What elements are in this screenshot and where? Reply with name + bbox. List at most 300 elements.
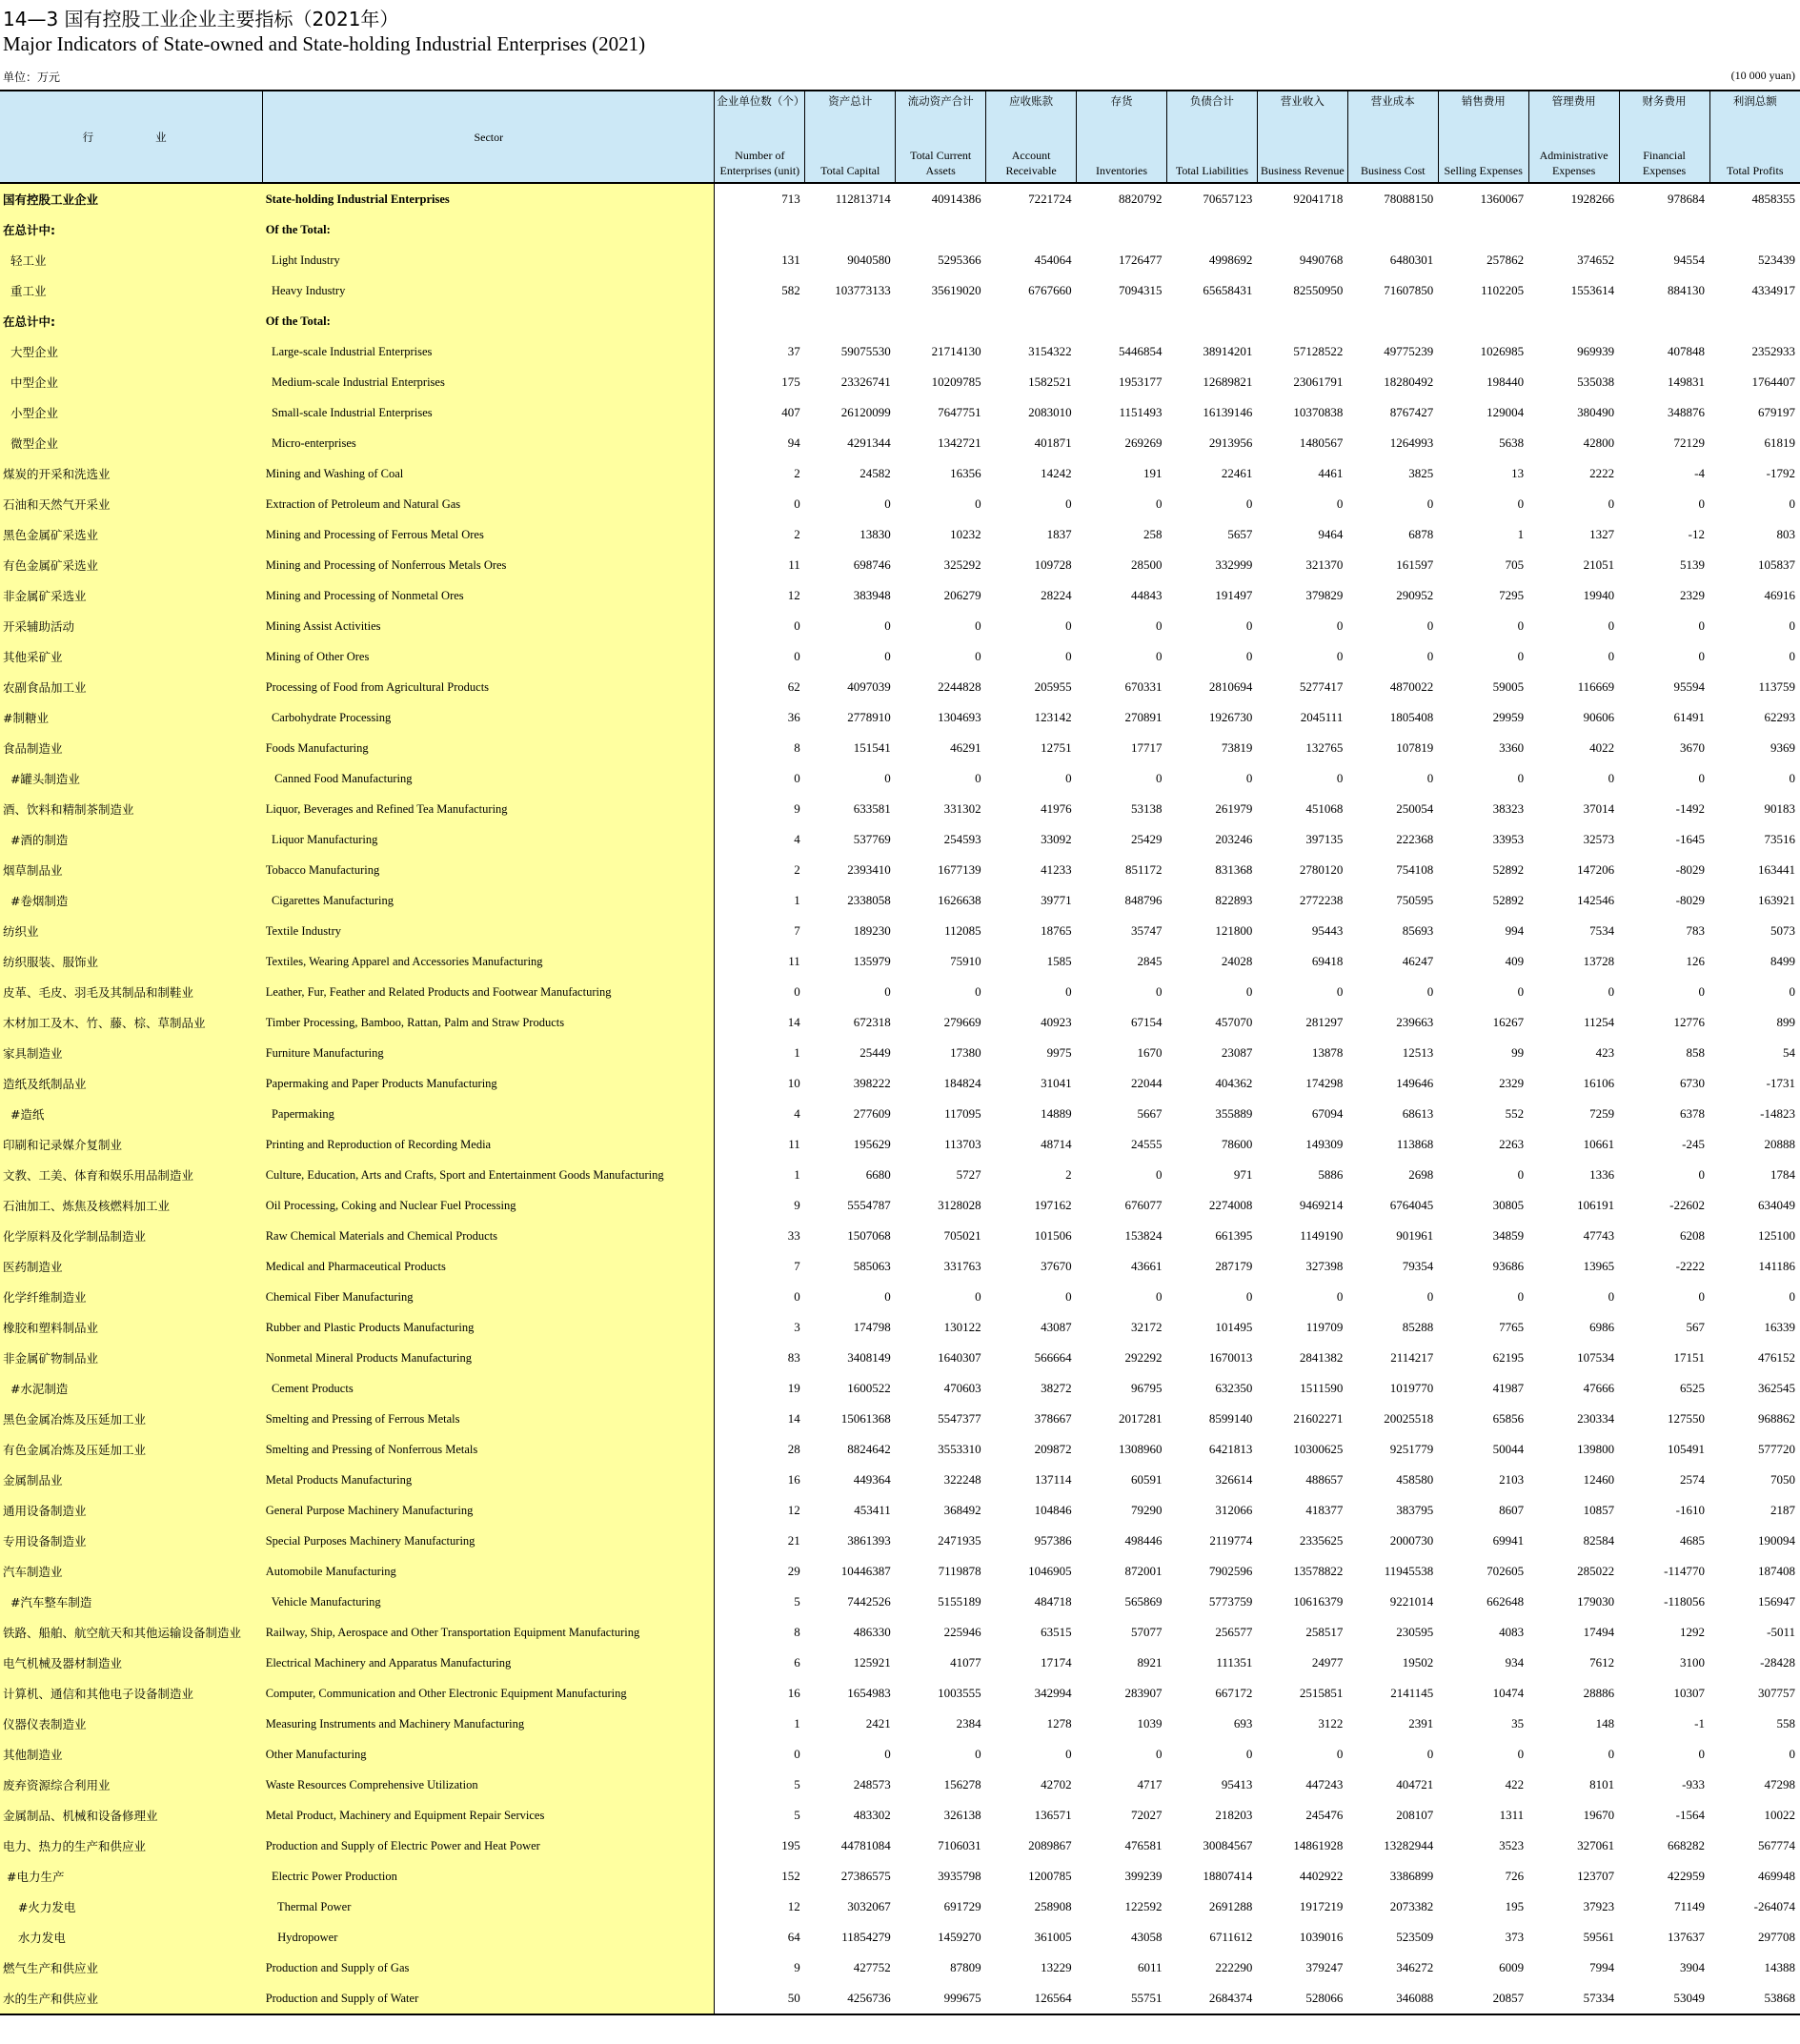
cell-value: 126 [1686, 954, 1706, 968]
cell-value: 17174 [1041, 1655, 1072, 1670]
cell-value: 567774 [1758, 1838, 1795, 1852]
cell-value: 3386899 [1389, 1869, 1434, 1883]
cell-value: 7442526 [847, 1594, 891, 1609]
cell-value: 0 [1155, 1747, 1163, 1761]
cell-value: 326614 [1215, 1472, 1253, 1487]
cell-value: 73516 [1764, 832, 1795, 846]
cell-value: 279669 [943, 1015, 981, 1029]
row-industry-cn: 酒、饮料和精制茶制造业 [0, 794, 263, 824]
row-sector-en: Foods Manufacturing [263, 733, 715, 763]
cell-value: 0 [1336, 771, 1344, 785]
cell-value: 14242 [1041, 466, 1072, 480]
cell-value: 1046905 [1028, 1564, 1072, 1578]
cell-value: 1626638 [938, 893, 981, 907]
cell-value: 1670013 [1208, 1350, 1253, 1365]
cell-value: 0 [1426, 771, 1434, 785]
cell-value: 691729 [943, 1899, 981, 1913]
row-sector-en: Extraction of Petroleum and Natural Gas [263, 489, 715, 519]
cell-value: 2352933 [1751, 344, 1795, 358]
cell-value: 42800 [1583, 435, 1615, 450]
cell-value: 2141145 [1390, 1686, 1434, 1700]
cell-value: 24582 [860, 466, 891, 480]
cell-value: 4022 [1589, 740, 1615, 755]
table-row [0, 1953, 1800, 1983]
row-sector-en: Railway, Ship, Aerospace and Other Transportation Equipment Manufacturing [263, 1617, 715, 1648]
row-industry-cn: #罐头制造业 [0, 763, 263, 794]
cell-value: 0 [1517, 1289, 1525, 1304]
cell-value: 1917219 [1299, 1899, 1344, 1913]
cell-value: 2845 [1137, 954, 1163, 968]
cell-value: 1308960 [1118, 1442, 1163, 1456]
cell-value: 449364 [853, 1472, 891, 1487]
cell-value: 693 [1233, 1716, 1253, 1730]
table-row [0, 1617, 1800, 1648]
cell-value: 2114217 [1390, 1350, 1434, 1365]
cell-value: 0 [1155, 649, 1163, 663]
cell-value [896, 214, 986, 245]
cell-value: 195 [1505, 1899, 1525, 1913]
cell-value: 2103 [1499, 1472, 1525, 1487]
cell-value: 6680 [865, 1167, 891, 1182]
cell-value: 203246 [1215, 832, 1253, 846]
cell-value: 0 [1789, 771, 1795, 785]
cell-value: 6767660 [1028, 283, 1072, 297]
cell-value: 22044 [1130, 1076, 1163, 1090]
cell-value: 4334917 [1751, 283, 1795, 297]
table-row [0, 946, 1800, 977]
cell-value: 10232 [950, 527, 981, 541]
row-sector-en: Waste Resources Comprehensive Utilization [263, 1770, 715, 1800]
cell-value: 971 [1233, 1167, 1253, 1182]
cell-value: 0 [975, 771, 981, 785]
cell-value: 0 [1065, 649, 1072, 663]
cell-value: 250054 [1396, 801, 1434, 816]
cell-value: 13728 [1583, 954, 1615, 968]
cell-value: 1003555 [938, 1686, 981, 1700]
cell-value: 0 [1517, 1167, 1525, 1182]
row-sector-en: Measuring Instruments and Machinery Manufacturing [263, 1709, 715, 1739]
cell-value: 270891 [1124, 710, 1163, 724]
cell-value: 277609 [853, 1106, 891, 1121]
table-row [0, 1373, 1800, 1404]
cell-value: 5727 [956, 1167, 981, 1182]
row-industry-cn: 烟草制品业 [0, 855, 263, 885]
cell-value: 476581 [1124, 1838, 1163, 1852]
row-sector-en: Processing of Food from Agricultural Products [263, 672, 715, 702]
row-industry-cn: 开采辅助活动 [0, 611, 263, 641]
cell-value: 41976 [1041, 801, 1072, 816]
cell-value: 0 [1789, 496, 1795, 511]
cell-value: 10661 [1583, 1137, 1615, 1151]
row-sector-en: Tobacco Manufacturing [263, 855, 715, 885]
row-industry-cn: #电力生产 [0, 1861, 263, 1892]
unit-label-en: (10 000 yuan) [1730, 69, 1795, 82]
row-industry-cn: 造纸及纸制品业 [0, 1068, 263, 1099]
cell-value: 0 [975, 984, 981, 999]
cell-value: 7765 [1499, 1320, 1525, 1334]
cell-value: 848796 [1124, 893, 1163, 907]
cell-value: 297708 [1758, 1930, 1795, 1944]
table-row [0, 1312, 1800, 1343]
cell-value: 73819 [1221, 740, 1253, 755]
cell-value [715, 306, 805, 336]
cell-value: 21602271 [1293, 1411, 1344, 1426]
cell-value: 934 [1505, 1655, 1525, 1670]
cell-value: 486330 [853, 1625, 891, 1639]
cell-value: 422 [1505, 1777, 1525, 1791]
row-sector-en: Automobile Manufacturing [263, 1556, 715, 1587]
row-industry-cn: 计算机、通信和其他电子设备制造业 [0, 1678, 263, 1709]
cell-value: 206279 [943, 588, 981, 602]
cell-value: 254593 [943, 832, 981, 846]
cell-value: 9 [715, 794, 805, 824]
cell-value: 23061791 [1293, 374, 1344, 389]
cell-value: 1342721 [938, 435, 981, 450]
cell-value: 407 [715, 397, 805, 428]
cell-value: 283907 [1124, 1686, 1163, 1700]
cell-value: 969939 [1577, 344, 1615, 358]
table-row [0, 245, 1800, 275]
cell-value: 2263 [1499, 1137, 1525, 1151]
cell-value: 1311 [1499, 1808, 1525, 1822]
row-industry-cn: 金属制品业 [0, 1465, 263, 1495]
cell-value: 0 [1426, 496, 1434, 511]
row-sector-en: Hydropower [263, 1922, 715, 1953]
cell-value: 0 [715, 1282, 805, 1312]
header-column-cn: 营业收入 [1280, 94, 1325, 108]
table-row [0, 733, 1800, 763]
row-industry-cn: 非金属矿采选业 [0, 580, 263, 611]
row-sector-en: Large-scale Industrial Enterprises [263, 336, 715, 367]
table-row [0, 489, 1800, 519]
cell-value: 3523 [1499, 1838, 1525, 1852]
cell-value: 7106031 [938, 1838, 981, 1852]
header-column-cn: 利润总额 [1732, 94, 1777, 108]
cell-value: 59075530 [840, 344, 891, 358]
cell-value: 0 [1336, 1289, 1344, 1304]
cell-value: 41077 [950, 1655, 981, 1670]
cell-value: 884130 [1668, 283, 1706, 297]
cell-value: 125100 [1758, 1228, 1795, 1243]
cell-value: 6878 [1408, 527, 1434, 541]
cell-value: 32573 [1583, 832, 1615, 846]
cell-value: 93686 [1492, 1259, 1525, 1273]
cell-value: 14861928 [1293, 1838, 1344, 1852]
row-sector-en: Electric Power Production [263, 1861, 715, 1892]
cell-value: -5011 [1767, 1625, 1795, 1639]
row-sector-en: Light Industry [263, 245, 715, 275]
cell-value: 0 [1698, 771, 1706, 785]
cell-value: -1492 [1675, 801, 1706, 816]
cell-value: 92041718 [1293, 192, 1344, 206]
cell-value: 2471935 [938, 1533, 981, 1548]
header-column-en: Total Liabilities [1175, 164, 1249, 177]
cell-value: 53868 [1709, 1983, 1800, 2014]
cell-value: 1 [715, 1038, 805, 1068]
cell-value: 48714 [1041, 1137, 1072, 1151]
header-column-en: Total Profits [1727, 164, 1784, 177]
cell-value: 957386 [1034, 1533, 1072, 1548]
cell-value: 0 [715, 1739, 805, 1770]
cell-value: 374652 [1577, 253, 1615, 267]
cell-value: -28428 [1760, 1655, 1795, 1670]
table-header [0, 91, 1800, 183]
cell-value: 2335625 [1299, 1533, 1344, 1548]
cell-value: 163441 [1758, 862, 1795, 877]
cell-value: -2222 [1675, 1259, 1706, 1273]
cell-value [1077, 214, 1167, 245]
cell-value: 8607 [1499, 1503, 1525, 1517]
cell-value: 702605 [1487, 1564, 1525, 1578]
cell-value: 95443 [1311, 923, 1344, 938]
cell-value: 331302 [943, 801, 981, 816]
cell-value: 346088 [1347, 1983, 1438, 2014]
row-sector-en: Computer, Communication and Other Electronic Equipment Manufacturing [263, 1678, 715, 1709]
cell-value: 55751 [1077, 1983, 1167, 2014]
cell-value: 50044 [1492, 1442, 1525, 1456]
cell-value: 447243 [1305, 1777, 1344, 1791]
row-sector-en: Papermaking [263, 1099, 715, 1129]
cell-value: 101495 [1215, 1320, 1253, 1334]
cell-value: 3122 [1318, 1716, 1344, 1730]
cell-value: 2574 [1680, 1472, 1706, 1487]
row-industry-cn: 微型企业 [0, 428, 263, 458]
cell-value: 287179 [1215, 1259, 1253, 1273]
table-row [0, 1099, 1800, 1129]
cell-value: 1784 [1770, 1167, 1795, 1182]
cell-value: 0 [1517, 771, 1525, 785]
cell-value: 5139 [1680, 557, 1706, 572]
cell-value: 5446854 [1118, 344, 1163, 358]
cell-value: 457070 [1215, 1015, 1253, 1029]
cell-value: 0 [884, 496, 891, 511]
cell-value: 28886 [1583, 1686, 1615, 1700]
cell-value: 22461 [1221, 466, 1253, 480]
cell-value: 24028 [1221, 954, 1253, 968]
cell-value: 12 [715, 1495, 805, 1526]
cell-value: 33092 [1041, 832, 1072, 846]
cell-value: 4870022 [1389, 679, 1434, 694]
cell-value: 11 [715, 550, 805, 580]
cell-value: 222368 [1396, 832, 1434, 846]
cell-value: 1600522 [847, 1381, 891, 1395]
cell-value: 901961 [1396, 1228, 1434, 1243]
cell-value: 401871 [1034, 435, 1072, 450]
cell-value: 2083010 [1028, 405, 1072, 419]
cell-value: 2384 [956, 1716, 981, 1730]
cell-value: 0 [1065, 771, 1072, 785]
cell-value: 113868 [1396, 1137, 1434, 1151]
cell-value: 230334 [1577, 1411, 1615, 1426]
cell-value: 248573 [853, 1777, 891, 1791]
cell-value: 1837 [1046, 527, 1072, 541]
cell-value: 1336 [1589, 1167, 1615, 1182]
cell-value: 7647751 [938, 405, 981, 419]
cell-value: 0 [1245, 649, 1253, 663]
cell-value: 0 [1336, 1747, 1344, 1761]
cell-value: 12513 [1402, 1045, 1434, 1060]
cell-value: 195629 [853, 1137, 891, 1151]
cell-value: 37923 [1583, 1899, 1615, 1913]
cell-value: -4 [1694, 466, 1706, 480]
cell-value: 47298 [1764, 1777, 1795, 1791]
cell-value: 670331 [1124, 679, 1163, 694]
cell-value: -8029 [1675, 893, 1706, 907]
table-row [0, 702, 1800, 733]
cell-value: 95594 [1673, 679, 1706, 694]
row-industry-cn: #卷烟制造 [0, 885, 263, 916]
cell-value: 10370838 [1293, 405, 1344, 419]
table-row [0, 611, 1800, 641]
cell-value: 397135 [1305, 832, 1344, 846]
cell-value: 0 [1789, 984, 1795, 999]
cell-value: 184824 [943, 1076, 981, 1090]
cell-value: 24977 [1311, 1655, 1344, 1670]
cell-value: 195 [715, 1831, 805, 1861]
cell-value: 754108 [1396, 862, 1434, 877]
cell-value: 190094 [1758, 1533, 1795, 1548]
cell-value: 25449 [860, 1045, 891, 1060]
cell-value: 149831 [1668, 374, 1706, 389]
header-column-cn: 企业单位数（个） [717, 94, 805, 108]
cell-value: 383948 [853, 588, 891, 602]
cell-value: 0 [1608, 496, 1615, 511]
cell-value: 537769 [853, 832, 891, 846]
cell-value: 39771 [1041, 893, 1072, 907]
cell-value [1709, 306, 1800, 336]
cell-value: 16139146 [1203, 405, 1253, 419]
cell-value: 191497 [1215, 588, 1253, 602]
cell-value: -14823 [1760, 1106, 1795, 1121]
cell-value: 633581 [853, 801, 891, 816]
row-industry-cn: 煤炭的开采和洗选业 [0, 458, 263, 489]
cell-value: 17717 [1130, 740, 1163, 755]
header-column [1528, 91, 1619, 183]
cell-value: 5773759 [1208, 1594, 1253, 1609]
cell-value: 130122 [943, 1320, 981, 1334]
cell-value: 582 [715, 275, 805, 306]
cell-value: 49775239 [1384, 344, 1434, 358]
cell-value: 18807414 [1203, 1869, 1253, 1883]
row-sector-en: Rubber and Plastic Products Manufacturing [263, 1312, 715, 1343]
row-sector-en: Electrical Machinery and Apparatus Manufacturing [263, 1648, 715, 1678]
cell-value: 1670 [1137, 1045, 1163, 1060]
row-sector-en: Metal Products Manufacturing [263, 1465, 715, 1495]
cell-value: 11 [715, 1129, 805, 1160]
table-row [0, 1800, 1800, 1831]
cell-value: 9221014 [1389, 1594, 1434, 1609]
row-industry-cn: 其他采矿业 [0, 641, 263, 672]
cell-value: 109728 [1034, 557, 1072, 572]
cell-value: 71149 [1673, 1899, 1706, 1913]
header-industry-label: 行 业 [82, 130, 180, 144]
cell-value: 107819 [1396, 740, 1434, 755]
cell-value: 59561 [1583, 1930, 1615, 1944]
cell-value: 61819 [1764, 435, 1795, 450]
row-industry-cn: 橡胶和塑料制品业 [0, 1312, 263, 1343]
cell-value: 117095 [944, 1106, 981, 1121]
cell-value: 105837 [1758, 557, 1795, 572]
row-industry-cn: 在总计中: [0, 306, 263, 336]
row-industry-cn: 家具制造业 [0, 1038, 263, 1068]
cell-value: 0 [1426, 1289, 1434, 1304]
cell-value: 37670 [1041, 1259, 1072, 1273]
cell-value: 67094 [1311, 1106, 1344, 1121]
cell-value: 9251779 [1389, 1442, 1434, 1456]
cell-value: 0 [1698, 1167, 1706, 1182]
cell-value: 348876 [1668, 405, 1706, 419]
row-industry-cn: 电力、热力的生产和供应业 [0, 1831, 263, 1861]
cell-value: 379247 [1305, 1960, 1344, 1974]
table-row [0, 580, 1800, 611]
cell-value: 361005 [1034, 1930, 1072, 1944]
cell-value: 14889 [1041, 1106, 1072, 1121]
header-column [1347, 91, 1438, 183]
cell-value: 43661 [1130, 1259, 1163, 1273]
cell-value: 40914386 [931, 192, 981, 206]
cell-value: 451068 [1305, 801, 1344, 816]
header-column [1438, 91, 1528, 183]
cell-value: 1726477 [1118, 253, 1163, 267]
cell-value: 57128522 [1293, 344, 1344, 358]
table-row [0, 885, 1800, 916]
header-column [1166, 91, 1257, 183]
cell-value: 2187 [1770, 1503, 1795, 1517]
header-column-cn: 存货 [1110, 94, 1133, 108]
row-sector-en: Textiles, Wearing Apparel and Accessories Manufacturing [263, 946, 715, 977]
table-row [0, 1678, 1800, 1709]
cell-value: 1264993 [1389, 435, 1434, 450]
row-industry-cn: 废弃资源综合利用业 [0, 1770, 263, 1800]
cell-value: 112085 [944, 923, 981, 938]
cell-value: 528066 [1257, 1983, 1347, 2014]
cell-value: 822893 [1215, 893, 1253, 907]
cell-value: 0 [975, 496, 981, 511]
cell-value: 208107 [1396, 1808, 1434, 1822]
cell-value: 0 [1517, 649, 1525, 663]
cell-value: 362545 [1758, 1381, 1795, 1395]
row-industry-cn: 木材加工及木、竹、藤、棕、草制品业 [0, 1007, 263, 1038]
row-industry-cn: 通用设备制造业 [0, 1495, 263, 1526]
cell-value: 14 [715, 1007, 805, 1038]
cell-value: 87809 [950, 1960, 981, 1974]
cell-value: 111351 [1216, 1655, 1253, 1670]
header-column-cn: 资产总计 [828, 94, 873, 108]
cell-value: 1327 [1589, 527, 1615, 541]
cell-value: 78600 [1221, 1137, 1253, 1151]
row-sector-en: Thermal Power [263, 1892, 715, 1922]
cell-value: 705 [1505, 557, 1525, 572]
cell-value: 85288 [1402, 1320, 1434, 1334]
cell-value: 3032067 [847, 1899, 891, 1913]
cell-value: 7902596 [1208, 1564, 1253, 1578]
cell-value: -933 [1682, 1777, 1706, 1791]
table-body [0, 183, 1800, 2014]
cell-value: 25429 [1130, 832, 1163, 846]
header-column-en: Financial Expenses [1642, 149, 1687, 177]
cell-value: 21051 [1583, 557, 1615, 572]
table-row [0, 763, 1800, 794]
cell-value: 8824642 [847, 1442, 891, 1456]
cell-value [805, 214, 896, 245]
cell-value: 187408 [1758, 1564, 1795, 1578]
cell-value [1619, 306, 1709, 336]
cell-value: 218203 [1215, 1808, 1253, 1822]
cell-value: 0 [1155, 618, 1163, 633]
row-industry-cn: 电气机械及器材制造业 [0, 1648, 263, 1678]
header-column-cn: 营业成本 [1370, 94, 1415, 108]
cell-value: 398222 [853, 1076, 891, 1090]
